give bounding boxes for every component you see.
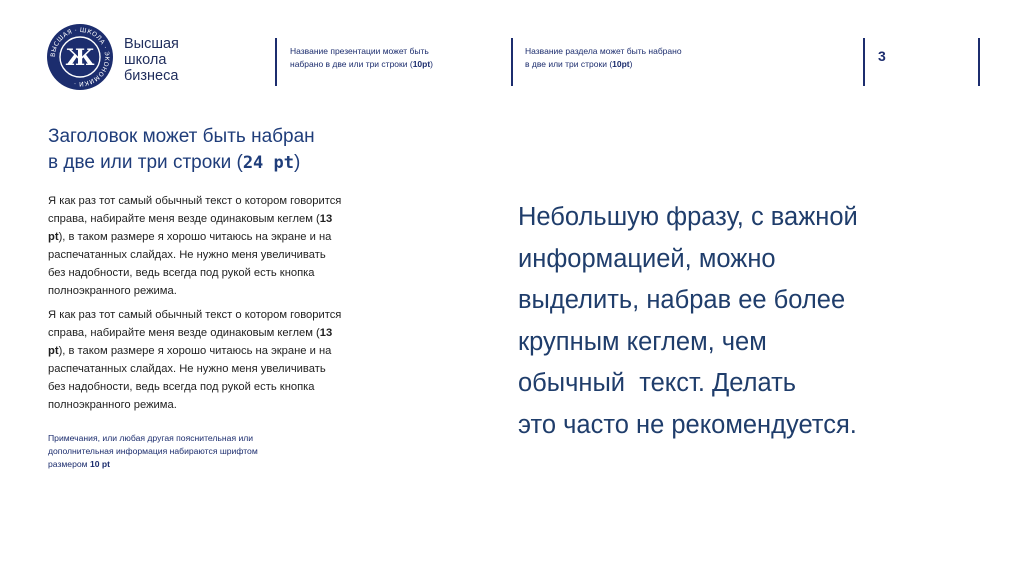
highlight-phrase	[518, 197, 858, 447]
phrase-line-4: крупным кеглем, чем	[518, 327, 767, 356]
presentation-name-line-2: набрано в две или три строки (10pt)	[290, 58, 434, 69]
body-paragraph-1: Я как раз тот самый обычный текст о котором говорится справа, набирайте меня везде одинаковым кеглем (13 pt), в таком размере я хорошо читаюсь на экране и на распечатанных слайдах. Не нужно меня увеличивать без надобности, ведь всегда под рукой есть кнопка полноэкранного режима.	[48, 195, 342, 297]
header-divider-3	[863, 38, 865, 86]
logo-letter: Ж	[65, 45, 95, 71]
body-paragraph-2: Я как раз тот самый обычный текст о котором говорится справа, набирайте меня везде одинаковым кеглем (13 pt), в таком размере я хорошо читаюсь на экране и на распечатанных слайдах. Не нужно меня увеличивать без надобности, ведь всегда под рукой есть кнопка полноэкранного режима.	[48, 309, 342, 411]
section-name-line-1: Название раздела может быть набрано	[525, 46, 682, 56]
org-line-3: бизнеса	[124, 68, 179, 84]
hse-logo	[46, 23, 114, 91]
header-divider-4	[978, 38, 980, 86]
logo-ring-text: ВЫСШАЯ · ШКОЛА · ЭКОНОМИКИ ·	[49, 26, 111, 88]
page-number: 3	[878, 48, 886, 64]
org-line-2: школа	[124, 52, 167, 68]
org-line-1: Высшая	[124, 36, 179, 52]
org-name	[124, 36, 179, 84]
section-name	[525, 45, 682, 70]
phrase-line-1: Небольшую фразу, с важной	[518, 203, 858, 231]
presentation-name-line-1: Название презентации может быть	[290, 46, 429, 56]
section-name-line-2: в две или три строки (10pt)	[525, 58, 633, 69]
header-divider-2	[511, 38, 513, 86]
title-line-2: в две или три строки (24 pt)	[48, 152, 301, 173]
presentation-name	[290, 45, 433, 70]
phrase-line-6: это часто не рекомендуется.	[518, 410, 857, 439]
title-line-1: Заголовок может быть набран	[48, 126, 315, 147]
footnote: Примечания, или любая другая пояснительная или дополнительная информация набираются шрифтом размером 10 pt	[48, 433, 258, 469]
phrase-line-2: информацией, можно	[518, 244, 776, 273]
phrase-line-3: выделить, набрав ее более	[518, 286, 846, 315]
slide-title	[48, 124, 315, 176]
phrase-line-5: обычный текст. Делать	[518, 369, 797, 398]
hse-emblem-icon	[46, 23, 114, 91]
header-divider-1	[275, 38, 277, 86]
